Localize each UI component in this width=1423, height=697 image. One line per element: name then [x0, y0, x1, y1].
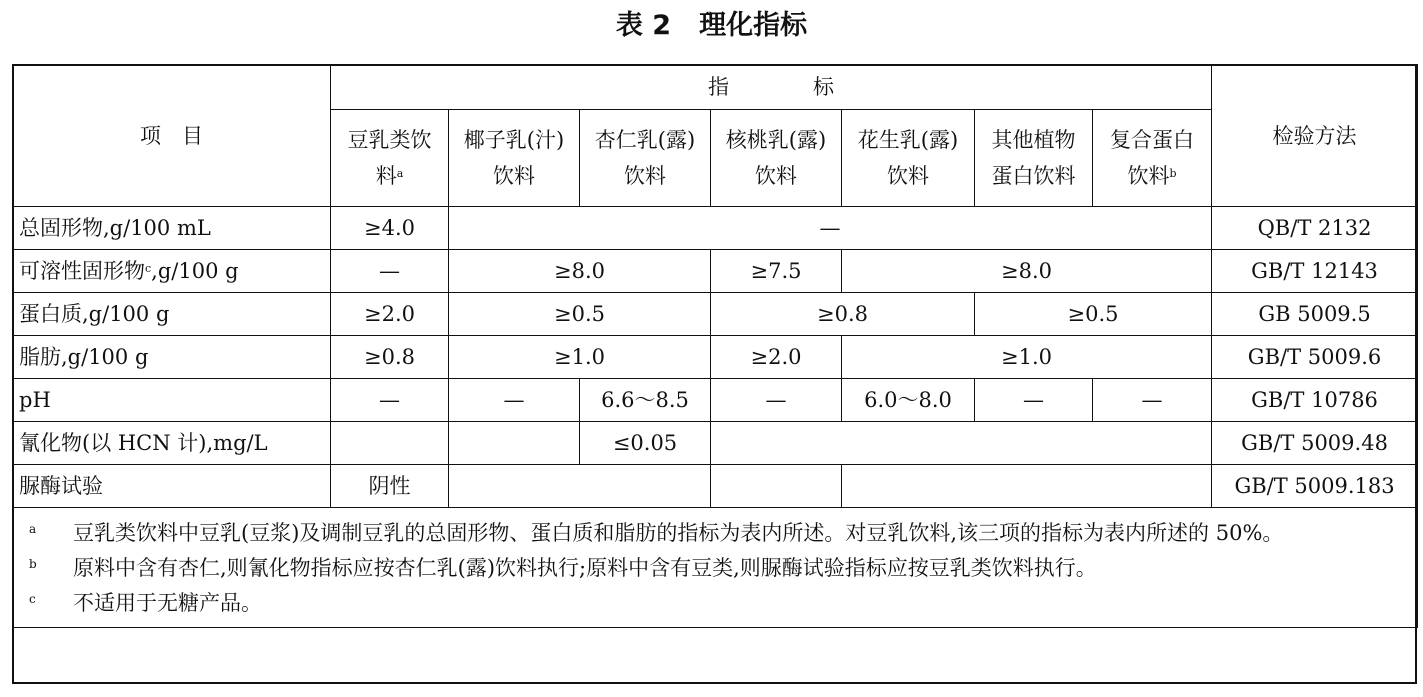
table-row: [13, 422, 1418, 465]
footnote-mark: c: [145, 262, 152, 275]
row-item-name: [13, 422, 331, 465]
table-title-text: 理化指标: [699, 10, 808, 41]
notes-row: [13, 508, 1418, 628]
header-column-line1: 杏仁乳(露): [594, 128, 696, 152]
table-row: [13, 336, 1418, 379]
table-row: [13, 465, 1418, 508]
header-column-line1: 椰子乳(汁): [463, 128, 565, 152]
value-cell: [842, 465, 1212, 508]
footnote-mark: b: [1169, 167, 1177, 180]
row-item-unit: ,g/100 g: [151, 259, 239, 283]
header-column: [449, 110, 580, 207]
header-column: [975, 110, 1093, 207]
value-cell: ≥0.5: [975, 293, 1212, 336]
footnote-mark: a: [396, 167, 404, 180]
test-method-cell: GB/T 12143: [1212, 250, 1418, 293]
table-row: [13, 379, 1418, 422]
header-column: [1093, 110, 1212, 207]
value-cell: [331, 422, 449, 465]
value-cell: 6.0～8.0: [842, 379, 975, 422]
header-column-line1: 花生乳(露): [857, 128, 959, 152]
table-row: [13, 207, 1418, 250]
header-column: [580, 110, 711, 207]
header-column-line2: 饮料: [624, 164, 666, 188]
value-cell: ≥1.0: [842, 336, 1212, 379]
row-item-text: 脲酶试验: [19, 474, 103, 498]
row-item-name: [13, 250, 331, 293]
row-item-text: pH: [19, 388, 51, 412]
header-column-line2: 饮料: [493, 164, 535, 188]
footnote-text: 不适用于无糖产品。: [73, 591, 262, 615]
test-method-cell: GB/T 10786: [1212, 379, 1418, 422]
table-title: [0, 6, 1423, 46]
row-item-name: [13, 379, 331, 422]
value-cell: [449, 422, 580, 465]
row-item-name: [13, 465, 331, 508]
footnote-text: 原料中含有杏仁,则氰化物指标应按杏仁乳(露)饮料执行;原料中含有豆类,则脲酶试验指标应按豆乳类饮料执行。: [73, 556, 1097, 580]
header-item: 项 目: [13, 65, 331, 207]
test-method-cell: QB/T 2132: [1212, 207, 1418, 250]
header-column-line2: 饮料: [1127, 164, 1170, 188]
test-method-cell: GB/T 5009.48: [1212, 422, 1418, 465]
value-cell: ≤0.05: [580, 422, 711, 465]
value-cell: ≥1.0: [449, 336, 711, 379]
header-column-line1: 豆乳类饮: [347, 128, 432, 152]
table-row: [13, 250, 1418, 293]
value-cell: [711, 465, 842, 508]
header-row-1: [13, 65, 1418, 110]
value-cell: —: [449, 379, 580, 422]
table-notes: [13, 508, 1418, 628]
header-column-line1: 其他植物: [991, 128, 1076, 152]
value-cell: —: [449, 207, 1212, 250]
footnote-text: 豆乳类饮料中豆乳(豆浆)及调制豆乳的总固形物、蛋白质和脂肪的指标为表内所述。对豆乳饮料,该三项的指标为表内所述的 50%。: [73, 521, 1284, 545]
footnote: [29, 586, 1407, 621]
header-column: [842, 110, 975, 207]
header-column-line2: 蛋白饮料: [991, 164, 1076, 188]
row-item-name: [13, 207, 331, 250]
value-cell: [449, 465, 711, 508]
footnote-mark: c: [29, 592, 36, 606]
row-item-name: [13, 293, 331, 336]
header-column-line1: 核桃乳(露): [725, 128, 827, 152]
header-method: 检验方法: [1212, 65, 1418, 207]
row-item-text: 可溶性固形物: [19, 259, 145, 283]
value-cell: ≥0.8: [711, 293, 975, 336]
value-cell: ≥8.0: [842, 250, 1212, 293]
value-cell: ≥8.0: [449, 250, 711, 293]
value-cell: —: [1093, 379, 1212, 422]
value-cell: ≥0.8: [331, 336, 449, 379]
footnote-mark: a: [29, 522, 37, 536]
value-cell: 6.6～8.5: [580, 379, 711, 422]
header-column-line2: 料: [375, 164, 397, 188]
value-cell: —: [331, 379, 449, 422]
header-column-line1: 复合蛋白: [1110, 128, 1195, 152]
header-column-line2: 饮料: [887, 164, 929, 188]
value-cell: 阴性: [331, 465, 449, 508]
physicochemical-index-table: [12, 64, 1418, 628]
value-cell: ≥2.0: [331, 293, 449, 336]
row-item-text: 蛋白质,g/100 g: [19, 302, 170, 326]
footnote: [29, 551, 1407, 586]
row-item-text: 氰化物(以 HCN 计),mg/L: [19, 431, 268, 455]
value-cell: ≥4.0: [331, 207, 449, 250]
value-cell: —: [711, 379, 842, 422]
header-index-group: 指 标: [331, 65, 1212, 110]
footnote-mark: b: [29, 557, 37, 571]
table-row: [13, 293, 1418, 336]
value-cell: —: [331, 250, 449, 293]
row-item-text: 脂肪,g/100 g: [19, 345, 149, 369]
table-number: 表 2: [615, 10, 672, 41]
row-item-text: 总固形物,g/100 mL: [19, 216, 211, 240]
header-column: [331, 110, 449, 207]
header-column: [711, 110, 842, 207]
value-cell: —: [975, 379, 1093, 422]
row-item-name: [13, 336, 331, 379]
value-cell: [711, 422, 1212, 465]
value-cell: ≥0.5: [449, 293, 711, 336]
value-cell: ≥2.0: [711, 336, 842, 379]
value-cell: ≥7.5: [711, 250, 842, 293]
test-method-cell: GB/T 5009.183: [1212, 465, 1418, 508]
footnote: [29, 516, 1407, 551]
header-column-line2: 饮料: [755, 164, 797, 188]
test-method-cell: GB/T 5009.6: [1212, 336, 1418, 379]
test-method-cell: GB 5009.5: [1212, 293, 1418, 336]
